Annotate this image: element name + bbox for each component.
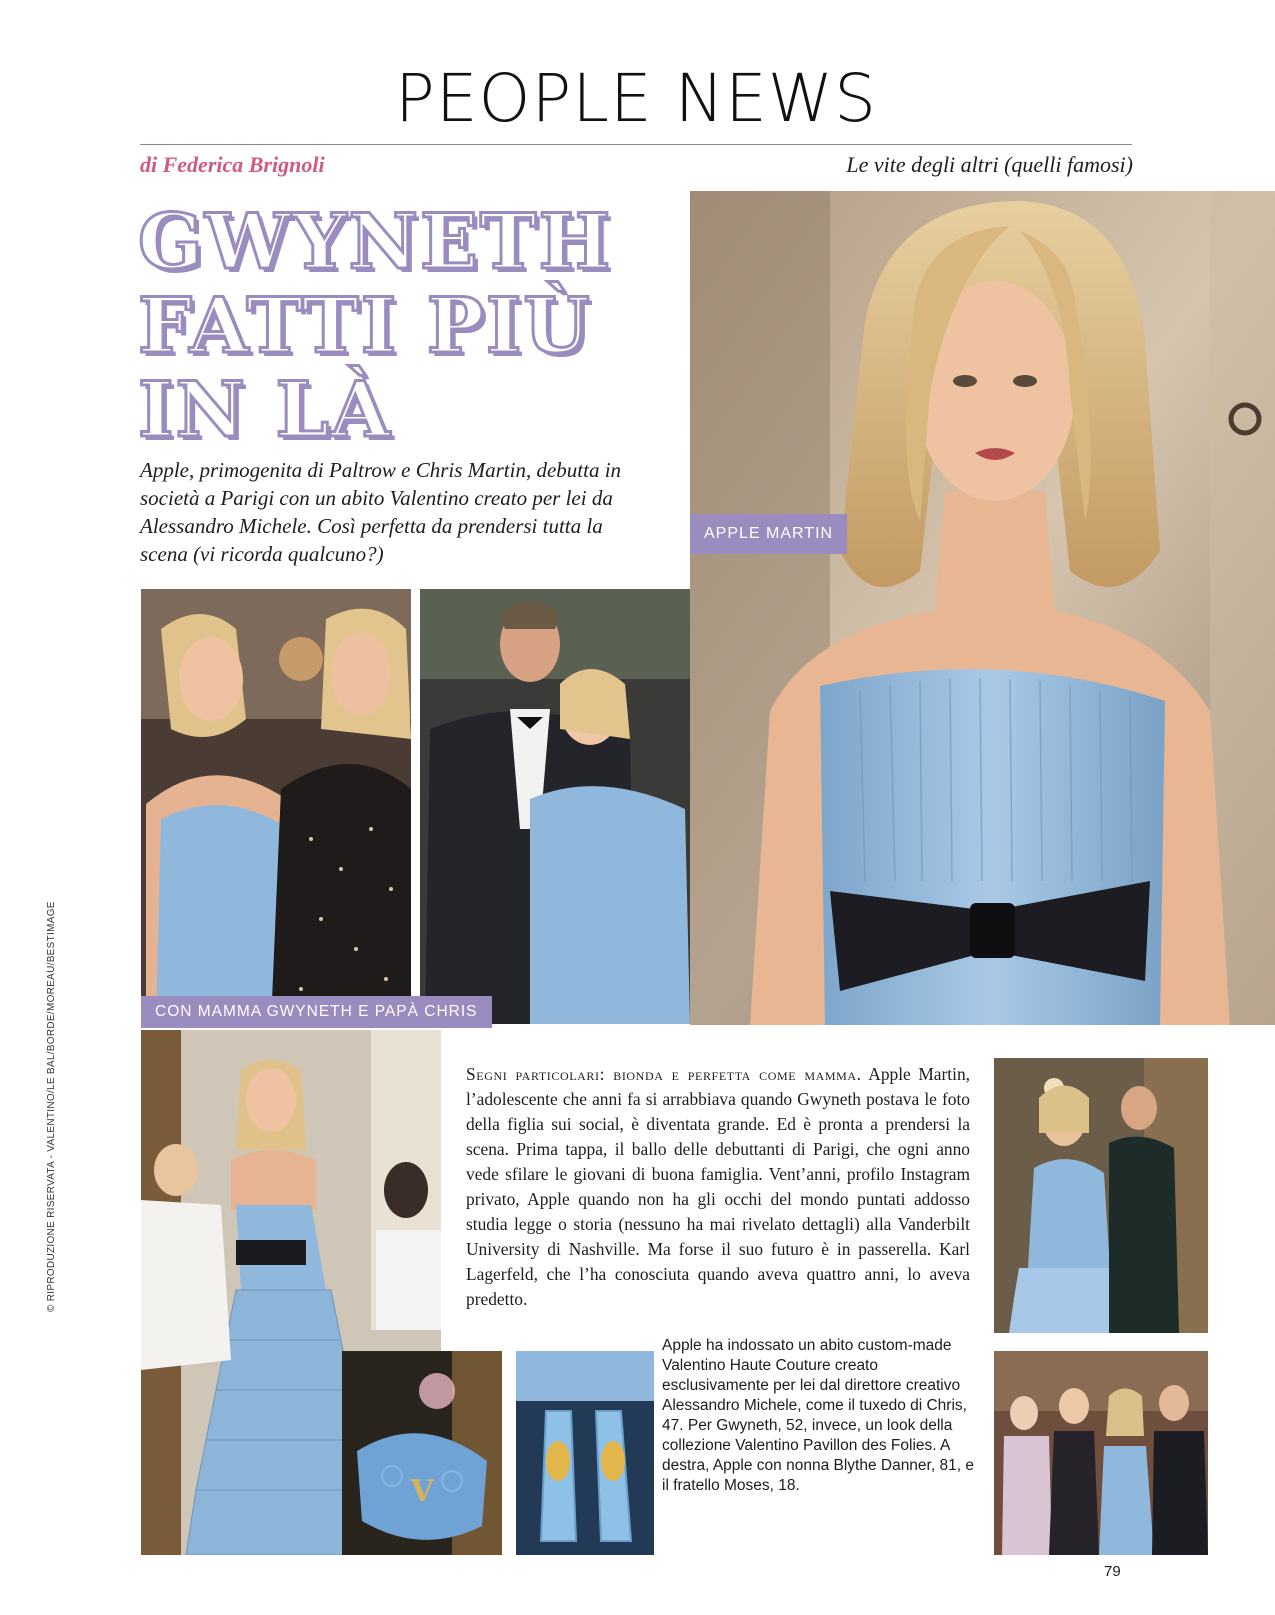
byline: di Federica Brignoli: [140, 152, 325, 177]
section-title: PEOPLE NEWS: [395, 60, 877, 137]
photo-caption: Apple ha indossato un abito custom-made Valentino Haute Couture creato esclusivamente per lei dal direttore creativo Alessandro Michele, come il tuxedo di Chris, 47. Per Gwyneth, 52, invece, un look della collezione Valentino Pavillon des Folies. A destra, Apple con nonna Blythe Danner, 81, e il fratello Moses, 18.: [662, 1337, 974, 1494]
ball-dance-photo: [994, 1058, 1208, 1333]
header-divider: [140, 144, 1132, 145]
headline-line: IN LÀ: [138, 365, 392, 454]
family-photo: [994, 1351, 1208, 1555]
article-body-lead: Segni particolari: bionda e perfetta come mamma.: [466, 1064, 862, 1084]
headline-line: FATTI PIÙ: [138, 281, 592, 370]
main-portrait-photo: [690, 191, 1275, 1025]
headline: [138, 197, 658, 454]
article-body-text: Apple Martin, l’adolescente che anni fa si arrabbiava quando Gwyneth postava le foto della figlia sui social, è diventata grande. Ed è pronta a prendersi la scena. Prima tappa, il ballo delle debuttanti di Parigi, che ogni anno vede sfilare le giovani di buona famiglia. Vent’anni, profilo Instagram privato, Apple quando non ha gli occhi del mondo puntati addosso studia legge o storia (nessuno ha mai rivelato dettagli) alla Vanderbilt University di Nashville. Ma forse il suo futuro è in passerella. Karl Lagerfeld, che l’ha conosciuta quando aveva quattro anni, lo aveva predetto.: [466, 1064, 971, 1309]
photo-with-mother: [141, 589, 411, 1024]
section-tagline: Le vite degli altri (quelli famosi): [846, 152, 1133, 177]
article-body: [466, 1062, 970, 1312]
headline-line: GWYNETH: [138, 197, 613, 286]
sandals-photo: [516, 1351, 654, 1555]
svg-text:V: V: [410, 1474, 434, 1509]
page-number: 79: [1104, 1563, 1121, 1580]
clutch-bag-photo: [342, 1351, 502, 1555]
photo-with-father: [420, 589, 690, 1024]
parents-photos-caption: CON MAMMA GWYNETH E PAPÀ CHRIS: [141, 996, 492, 1028]
photo-credit: © RIPRODUZIONE RISERVATA - VALENTINO/LE BAL/BORDE/MOREAU/BESTIMAGE: [46, 901, 57, 1312]
article-dek: Apple, primogenita di Paltrow e Chris Martin, debutta in società a Parigi con un abito Valentino creato per lei da Alessandro Michele. Così perfetta da prendersi tutta la scena (vi ricorda qualcuno?): [140, 458, 622, 566]
main-photo-caption: APPLE MARTIN: [690, 514, 847, 554]
